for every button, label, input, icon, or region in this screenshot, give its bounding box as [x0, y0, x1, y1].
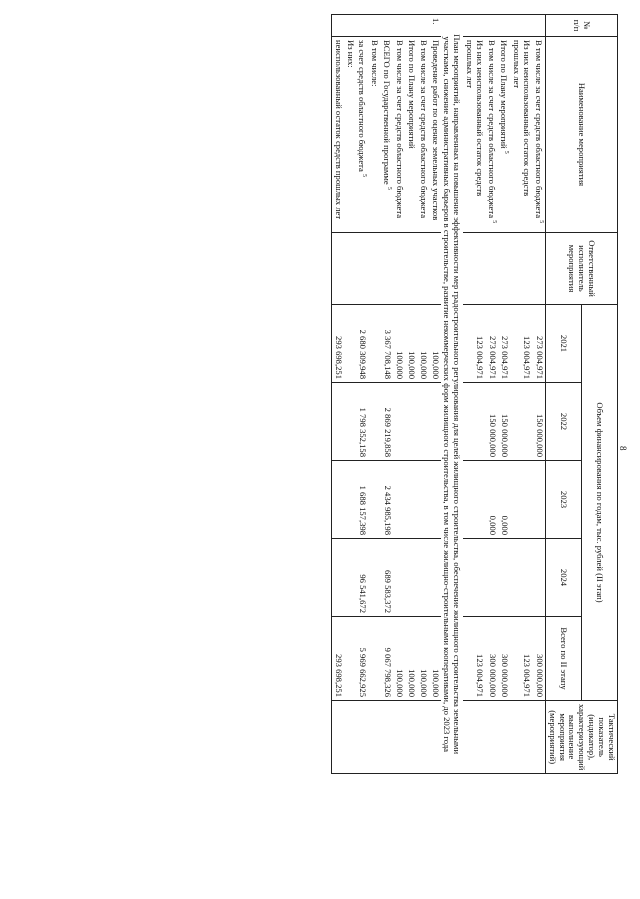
row-value-2023: 1 688 157,398: [356, 461, 369, 539]
section-title: План мероприятий, направленных на повышение эффективности мер градостроительного регулирования для целей жилищного строительства, обеспечение жилищного строительства земельными участками, снижение административных барьеров в строительстве, развитие некоммерческих форм жилищного строительства, в том числе жилищно-строительными кооперативами, до 2023 года: [441, 15, 464, 774]
row-value-2021: 293 698,251: [331, 305, 343, 383]
table-row: [380, 15, 393, 774]
row-value-2022: [368, 383, 380, 461]
row-value-2022: 150 000,000: [498, 383, 511, 461]
row-name: [393, 37, 405, 233]
row-number: [485, 15, 498, 37]
row-total: 123 004,971: [463, 617, 485, 701]
row-total: 100,000: [405, 617, 417, 701]
table-body-top: [463, 15, 545, 774]
row-responsible: [510, 233, 532, 305]
header-year-2022: 2022: [545, 383, 581, 461]
row-name: [331, 37, 343, 233]
row-value-2024: [405, 539, 417, 617]
row-value-2022: 1 798 352,158: [356, 383, 369, 461]
row-value-2021: [344, 305, 356, 383]
row-value-2024: [429, 539, 441, 617]
row-responsible: [417, 233, 429, 305]
table-row: [356, 15, 369, 774]
footnote-marker: 5: [386, 186, 393, 190]
row-value-2024: [417, 539, 429, 617]
row-value-2022: [405, 383, 417, 461]
row-number: [532, 15, 545, 37]
footnote-marker: 5: [503, 150, 510, 154]
row-indicator: [463, 701, 485, 774]
row-value-2024: [510, 539, 532, 617]
table-row: [417, 15, 429, 774]
row-value-2024: 689 583,372: [380, 539, 393, 617]
row-total: 293 698,251: [331, 617, 343, 701]
row-value-2021: 273 004,971: [485, 305, 498, 383]
row-indicator: [356, 701, 369, 774]
row-name: [532, 37, 545, 233]
row-name: [485, 37, 498, 233]
row-number: [380, 15, 393, 37]
table-row: [393, 15, 405, 774]
row-responsible: [405, 233, 417, 305]
row-name-text: Проведение работ по оценке земельных участков: [430, 40, 441, 221]
row-name: [380, 37, 393, 233]
row-value-2024: [485, 539, 498, 617]
row-name: [429, 37, 441, 233]
row-value-2022: [393, 383, 405, 461]
row-number: [498, 15, 511, 37]
row-name-text: за счет средств областного бюджета: [357, 40, 368, 172]
row-value-2023: 2 434 985,198: [380, 461, 393, 539]
table-row: [368, 15, 380, 774]
row-total: [344, 617, 356, 701]
row-number: [344, 15, 356, 37]
row-number: [510, 15, 532, 37]
row-name-text: Итого по Плану мероприятий: [499, 40, 510, 149]
row-responsible: [331, 233, 343, 305]
row-value-2024: 96 541,672: [356, 539, 369, 617]
row-value-2023: [429, 461, 441, 539]
header-year-2023: 2023: [545, 461, 581, 539]
row-total: 300 000,000: [532, 617, 545, 701]
row-value-2022: 2 869 219,858: [380, 383, 393, 461]
table-row: [485, 15, 498, 774]
row-indicator: [405, 701, 417, 774]
table-row: [344, 15, 356, 774]
row-responsible: [485, 233, 498, 305]
row-indicator: [485, 701, 498, 774]
row-total: 9 067 798,326: [380, 617, 393, 701]
row-value-2024: [393, 539, 405, 617]
row-value-2021: 273 004,971: [498, 305, 511, 383]
row-value-2022: 150 000,000: [532, 383, 545, 461]
row-name: [498, 37, 511, 233]
row-value-2022: [417, 383, 429, 461]
row-total: 123 004,971: [510, 617, 532, 701]
row-total: 5 969 662,925: [356, 617, 369, 701]
row-value-2021: [368, 305, 380, 383]
header-indicator: Тактический показатель (индикатор), характеризующий выполнение мероприятия (мероприятий): [545, 701, 617, 774]
row-number: [368, 15, 380, 37]
row-name-text: Из них неиспользованный остаток средств прошлых лет: [512, 40, 533, 197]
row-indicator: [417, 701, 429, 774]
header-name: Наименование мероприятия: [545, 37, 617, 233]
row-value-2021: 3 367 708,148: [380, 305, 393, 383]
row-value-2021: 273 004,971: [532, 305, 545, 383]
row-value-2023: [331, 461, 343, 539]
row-name: [510, 37, 532, 233]
header-year-2021: 2021: [545, 305, 581, 383]
row-responsible: [368, 233, 380, 305]
row-total: 100,000: [417, 617, 429, 701]
row-name: [463, 37, 485, 233]
row-value-2023: [393, 461, 405, 539]
row-value-2021: 123 004,971: [463, 305, 485, 383]
row-number: [331, 15, 343, 37]
row-number: [393, 15, 405, 37]
row-value-2023: 0,000: [498, 461, 511, 539]
row-responsible: [532, 233, 545, 305]
row-number: [405, 15, 417, 37]
row-name: [344, 37, 356, 233]
page-number: 8: [618, 446, 628, 451]
row-value-2023: [510, 461, 532, 539]
row-number: 1.: [429, 15, 441, 37]
row-indicator: [498, 701, 511, 774]
row-value-2022: [344, 383, 356, 461]
row-responsible: [380, 233, 393, 305]
header-no: № п/п: [545, 15, 617, 37]
table-body-bottom: [331, 15, 440, 774]
row-value-2022: [429, 383, 441, 461]
row-value-2021: 100,000: [429, 305, 441, 383]
row-total: 300 000,000: [498, 617, 511, 701]
row-number: [463, 15, 485, 37]
row-name: [356, 37, 369, 233]
row-indicator: [532, 701, 545, 774]
row-name: [405, 37, 417, 233]
header-total: Всего по II этапу: [545, 617, 581, 701]
row-indicator: [393, 701, 405, 774]
row-value-2021: 100,000: [405, 305, 417, 383]
row-total: 100,000: [393, 617, 405, 701]
row-value-2021: 100,000: [393, 305, 405, 383]
header-year-2024: 2024: [545, 539, 581, 617]
row-value-2024: [344, 539, 356, 617]
row-name-text: неиспользованный остаток средств прошлых лет: [333, 40, 344, 220]
row-name-text: В том числе за счет средств областного бюджета: [486, 40, 497, 219]
table-row: [498, 15, 511, 774]
table-row: [429, 15, 441, 774]
row-value-2023: [405, 461, 417, 539]
row-value-2024: [498, 539, 511, 617]
row-total: 300 000,000: [485, 617, 498, 701]
header-funding: Объем финансирования по годам, тыс. рублей (II этап): [581, 305, 617, 701]
row-name-text: В том числе:: [370, 40, 381, 87]
row-value-2022: [331, 383, 343, 461]
footnote-marker: 5: [537, 220, 544, 224]
row-name-text: В том числе за счет средств областного бюджета: [418, 40, 429, 219]
table-row: [510, 15, 532, 774]
row-value-2021: 123 004,971: [510, 305, 532, 383]
row-total: 100,000: [429, 617, 441, 701]
row-value-2023: 0,000: [485, 461, 498, 539]
table-row: [331, 15, 343, 774]
row-number: [417, 15, 429, 37]
row-value-2024: [368, 539, 380, 617]
row-value-2022: 150 000,000: [485, 383, 498, 461]
table-row: [463, 15, 485, 774]
row-responsible: [429, 233, 441, 305]
row-value-2022: [463, 383, 485, 461]
header-responsible: Ответственный исполнитель мероприятия: [545, 233, 617, 305]
row-indicator: [510, 701, 532, 774]
footnote-marker: 5: [361, 173, 368, 177]
row-name-text: Из них неиспользованный остаток средств прошлых лет: [465, 40, 485, 197]
row-value-2024: [331, 539, 343, 617]
row-value-2023: [463, 461, 485, 539]
row-value-2023: [368, 461, 380, 539]
row-value-2021: 100,000: [417, 305, 429, 383]
row-value-2023: [532, 461, 545, 539]
table-row: [532, 15, 545, 774]
row-value-2022: [510, 383, 532, 461]
row-responsible: [393, 233, 405, 305]
row-responsible: [498, 233, 511, 305]
row-responsible: [463, 233, 485, 305]
row-indicator: [344, 701, 356, 774]
row-value-2024: [463, 539, 485, 617]
row-number: [356, 15, 369, 37]
row-name-text: ВСЕГО по Государственной программе: [382, 40, 393, 185]
row-value-2023: [344, 461, 356, 539]
row-name: [368, 37, 380, 233]
row-name-text: В том числе за счет средств областного бюджета: [394, 40, 405, 219]
row-name-text: Из них:: [345, 40, 356, 68]
table-row: [405, 15, 417, 774]
funding-table: [331, 14, 618, 774]
row-name: [417, 37, 429, 233]
footnote-marker: 5: [490, 220, 497, 224]
row-value-2024: [532, 539, 545, 617]
row-value-2023: [417, 461, 429, 539]
row-total: [368, 617, 380, 701]
row-indicator: [429, 701, 441, 774]
row-name-text: Итого по Плану мероприятий: [406, 40, 417, 149]
row-indicator: [331, 701, 343, 774]
row-indicator: [368, 701, 380, 774]
row-responsible: [356, 233, 369, 305]
row-responsible: [344, 233, 356, 305]
row-name-text: В том числе за счет средств областного бюджета: [534, 40, 545, 219]
row-value-2021: 2 680 309,948: [356, 305, 369, 383]
row-indicator: [380, 701, 393, 774]
